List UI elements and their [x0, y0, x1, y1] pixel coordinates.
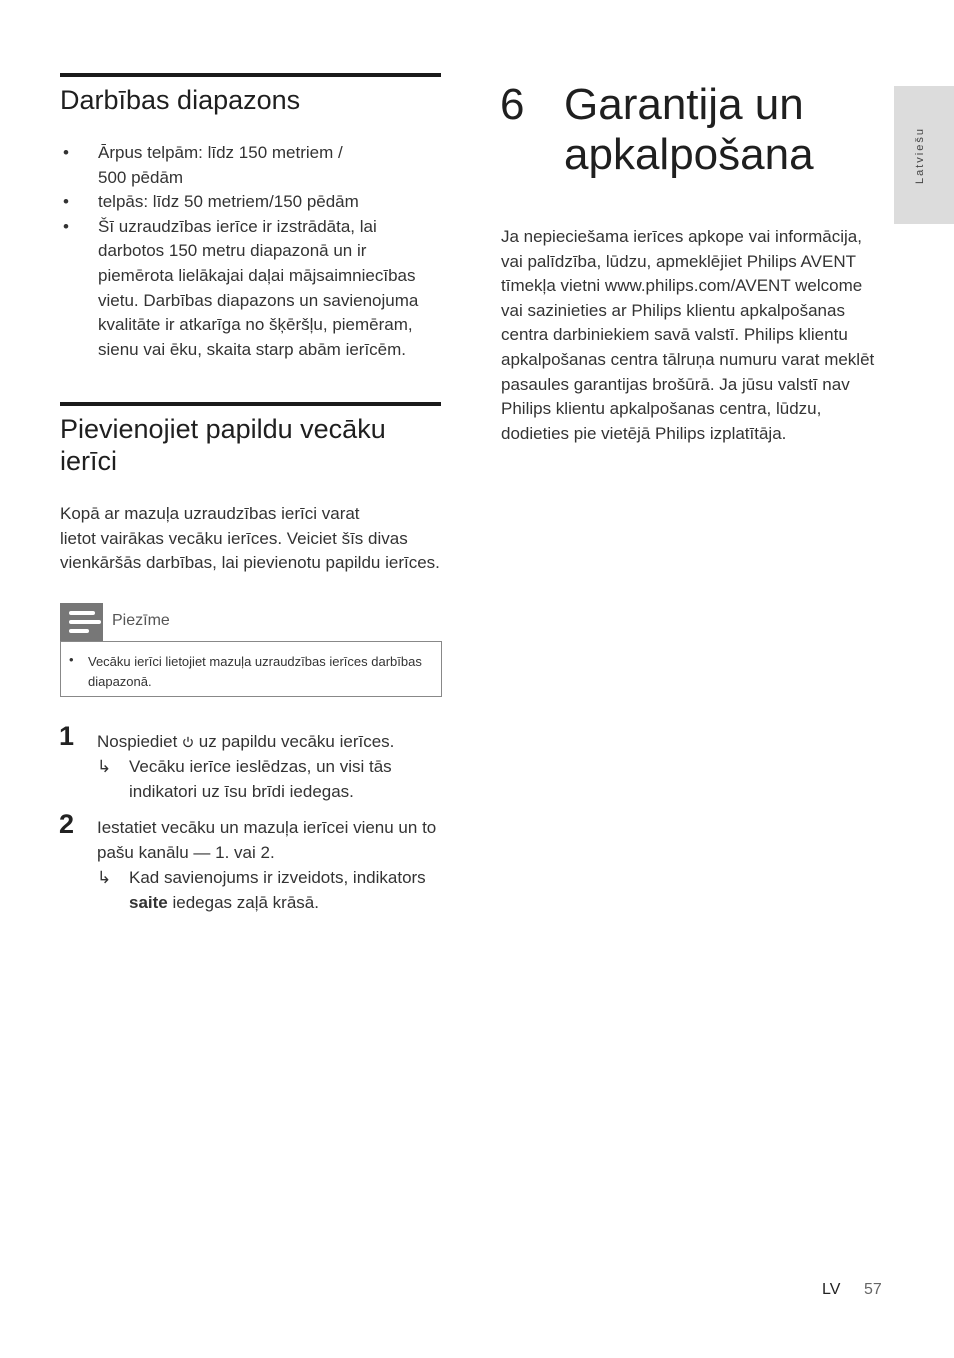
note-icon [60, 603, 103, 641]
chapter-title-line: Garantija un [564, 80, 804, 129]
bullet-icon: • [63, 216, 69, 236]
result-pre: Kad savienojums ir izveidots, indikators [129, 868, 426, 887]
chapter-title [564, 80, 894, 180]
chapter-number: 6 [500, 80, 525, 129]
step-number: 1 [59, 721, 75, 751]
warranty-paragraph: Ja nepieciešama ierīces apkope vai informācija, vai palīdzība, lūdzu, apmeklējiet Philips AVENT tīmekļa vietni www.philips.com/AVENT welcome vai sazinieties ar Philips klientu apkalpošanas centra darbiniekiem savā valstī. Philips klientu apkalpošanas centra tālruņa numuru varat meklēt pasaules garantijas brošūrā. Ja jūsu valstī nav Philips klientu apkalpošanas centra, lūdzu, dodieties pie vietējā Philips izplatītāja. [501, 227, 875, 443]
list-item [60, 215, 435, 363]
step-result-text [97, 866, 442, 915]
note-header [60, 603, 442, 641]
section-rule [60, 402, 441, 406]
section-rule-top [60, 73, 441, 77]
range-bullet-list [60, 141, 435, 362]
note-text: Vecāku ierīci lietojiet mazuļa uzraudzības ierīces darbības diapazonā. [88, 654, 422, 689]
bullet-icon: • [69, 652, 74, 667]
note-box [60, 641, 442, 697]
result-post: iedegas zaļā krāsā. [172, 892, 319, 912]
bullet-text: 500 pēdām [98, 167, 184, 187]
footer-language: LV [822, 1281, 841, 1298]
arrow-icon: ↳ [97, 757, 112, 776]
note-title: Piezīme [112, 612, 170, 629]
step-result [97, 755, 442, 804]
language-tab-label: Latviešu [914, 127, 926, 184]
list-item [60, 190, 435, 215]
power-icon [182, 736, 194, 748]
chapter-title-line: apkalpošana [564, 130, 814, 179]
step-result [97, 866, 442, 915]
bullet-text: Šī uzraudzības ierīce ir izstrādāta, lai darbotos 150 metru diapazonā un ir piemērota lielākajai daļai mājsaimniecības vietu. Darbības diapazons un savienojuma kvalitāte ir atkarīga no šķēršļu, piemēram, sienu vai ēku, skaita starp abām ierīcēm. [98, 216, 419, 359]
step-number: 2 [59, 809, 75, 839]
section-heading-add-parent: Pievienojiet papildu vecāku ierīci [60, 414, 386, 476]
step-text: Iestatiet vecāku un mazuļa ierīcei vienu un to pašu kanālu — 1. vai 2. [97, 818, 437, 862]
language-side-tab [894, 86, 954, 224]
para-line: lietot vairākas vecāku ierīces. Veiciet šīs divas [60, 528, 408, 548]
bullet-text: Ārpus telpām: līdz 150 metriem / [98, 143, 343, 162]
para-line: Kopā ar mazuļa uzraudzības ierīci varat [60, 504, 360, 523]
step-text-pre: Nospiediet [97, 732, 178, 751]
result-bold: saite [129, 892, 168, 912]
para-line: vienkāršās darbības, lai pievienotu papildu ierīces. [60, 553, 440, 573]
step-result-text: Vecāku ierīce ieslēdzas, un visi tās indikatori uz īsu brīdi iedegas. [129, 757, 392, 801]
list-item [60, 141, 435, 190]
add-parent-paragraph [60, 502, 445, 576]
arrow-icon: ↳ [97, 868, 112, 887]
bullet-icon: • [63, 192, 69, 212]
page-number: 57 [864, 1281, 882, 1298]
bullet-icon: • [63, 143, 69, 162]
step-text-post: uz papildu vecāku ierīces. [198, 732, 395, 751]
bullet-text: telpās: līdz 50 metriem/150 pēdām [98, 192, 359, 212]
step-text [97, 730, 442, 755]
section-heading-range: Darbības diapazons [60, 85, 301, 115]
